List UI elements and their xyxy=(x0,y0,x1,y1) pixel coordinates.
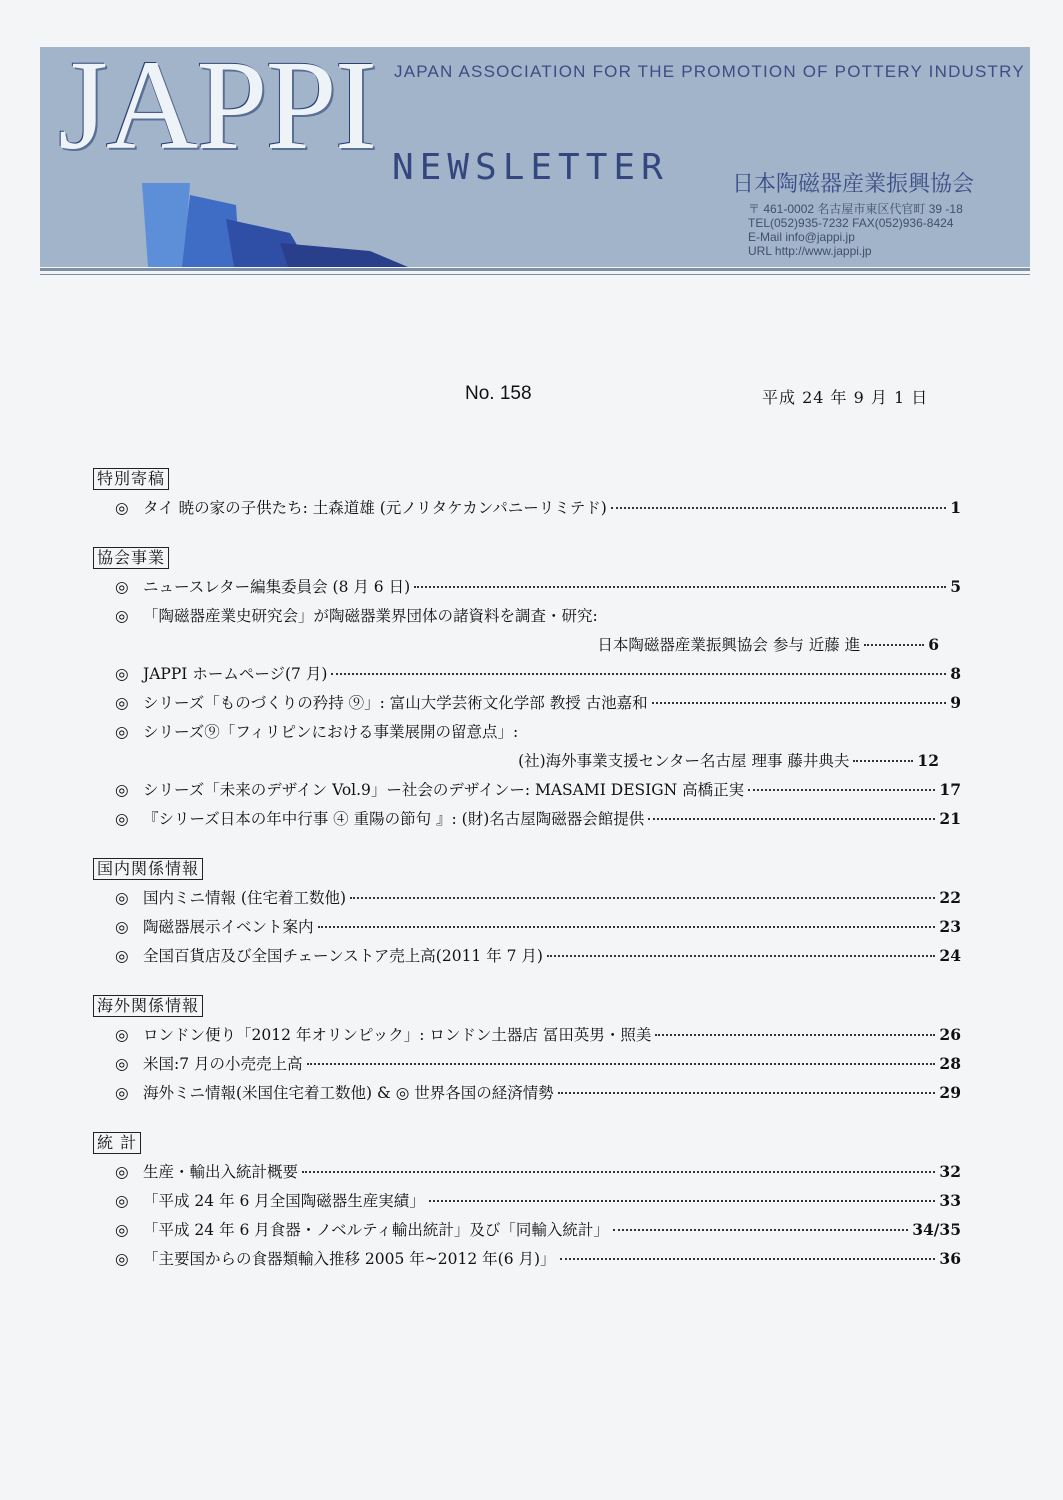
toc-entry[interactable] xyxy=(93,917,961,946)
leader-dots xyxy=(864,644,924,646)
page-number: 5 xyxy=(950,577,961,596)
page-number: 32 xyxy=(939,1162,961,1181)
entry-title: シリーズ「未来のデザイン Vol.9」ー社会のデザインー: MASAMI DESIGN 高橋正実 xyxy=(143,781,745,799)
leader-dots xyxy=(652,702,947,704)
toc-entry[interactable] xyxy=(93,606,961,635)
toc-entry[interactable] xyxy=(93,888,961,917)
bullet-icon: ◎ xyxy=(115,694,129,712)
section-title: 国内関係情報 xyxy=(93,858,203,880)
page-number: 1 xyxy=(950,498,961,517)
leader-dots xyxy=(853,760,913,762)
leader-dots xyxy=(302,1171,935,1173)
entry-title: ロンドン便り「2012 年オリンピック」: ロンドン土器店 冨田英男・照美 xyxy=(143,1026,652,1044)
toc-section xyxy=(93,468,973,527)
bullet-icon: ◎ xyxy=(115,607,129,625)
toc-entry[interactable] xyxy=(93,1162,961,1191)
section-title: 統 計 xyxy=(93,1132,141,1154)
section-title: 海外関係情報 xyxy=(93,995,203,1017)
section-title: 協会事業 xyxy=(93,547,169,569)
toc-entry[interactable] xyxy=(93,1025,961,1054)
tel-fax: TEL(052)935-7232 FAX(052)936-8424 xyxy=(748,216,954,230)
toc-entry[interactable] xyxy=(93,946,961,975)
page-number: 28 xyxy=(939,1054,961,1073)
address: 〒 461-0002 名古屋市東区代官町 39 -18 xyxy=(748,202,963,216)
bullet-icon: ◎ xyxy=(115,578,129,596)
website-url: URL http://www.jappi.jp xyxy=(748,244,872,258)
entry-title: (社)海外事業支援センター名古屋 理事 藤井典夫 xyxy=(518,752,850,770)
bullet-icon: ◎ xyxy=(115,1221,129,1239)
page-number: 29 xyxy=(939,1083,961,1102)
entry-title: 「平成 24 年 6 月食器・ノベルティ輸出統計」及び「同輸入統計」 xyxy=(143,1221,609,1239)
entry-title: 全国百貨店及び全国チェーンストア売上高(2011 年 7 月) xyxy=(143,947,543,965)
bullet-icon: ◎ xyxy=(115,1026,129,1044)
newsletter-title: NEWSLETTER xyxy=(392,147,669,188)
email: E-Mail info@jappi.jp xyxy=(748,230,855,244)
toc-entry[interactable] xyxy=(93,809,961,838)
toc-section xyxy=(93,1132,973,1278)
entry-title: シリーズ⑨「フィリピンにおける事業展開の留意点」: xyxy=(143,723,519,741)
page-number: 12 xyxy=(917,751,939,770)
entry-title: JAPPI ホームページ(7 月) xyxy=(143,665,328,683)
issue-number: No. 158 xyxy=(465,383,532,404)
toc-section xyxy=(93,858,973,975)
entry-title: 「主要国からの食器類輸入推移 2005 年~2012 年(6 月)」 xyxy=(143,1250,556,1268)
masthead-banner xyxy=(40,47,1030,267)
toc-entry[interactable] xyxy=(93,1191,961,1220)
entry-title: 国内ミニ情報 (住宅着工数他) xyxy=(143,889,347,907)
leader-dots xyxy=(648,818,935,820)
bullet-icon: ◎ xyxy=(115,810,129,828)
table-of-contents xyxy=(93,468,973,1298)
leader-dots xyxy=(547,955,935,957)
organization-name-english: JAPAN ASSOCIATION FOR THE PROMOTION OF POTTERY INDUSTRY xyxy=(394,62,1025,81)
entry-title: タイ 暁の家の子供たち: 土森道雄 (元ノリタケカンパニーリミテド) xyxy=(143,499,607,517)
leader-dots xyxy=(307,1063,936,1065)
page-number: 6 xyxy=(928,635,939,654)
bullet-icon: ◎ xyxy=(115,1250,129,1268)
leader-dots xyxy=(655,1034,935,1036)
page-number: 21 xyxy=(939,809,961,828)
toc-entry[interactable] xyxy=(93,577,961,606)
page-number: 17 xyxy=(939,780,961,799)
page-number: 24 xyxy=(939,946,961,965)
page-number: 22 xyxy=(939,888,961,907)
leader-dots xyxy=(350,897,935,899)
leader-dots xyxy=(613,1229,908,1231)
jappi-logo: JAPPI xyxy=(58,47,376,176)
bullet-icon: ◎ xyxy=(115,1192,129,1210)
entry-title: 日本陶磁器産業振興協会 参与 近藤 進 xyxy=(597,636,861,654)
leader-dots xyxy=(611,507,946,509)
toc-entry[interactable] xyxy=(93,498,961,527)
bullet-icon: ◎ xyxy=(115,1084,129,1102)
toc-section xyxy=(93,547,973,838)
entry-title: 米国:7 月の小売売上高 xyxy=(143,1055,303,1073)
page-number: 33 xyxy=(939,1191,961,1210)
section-title: 特別寄稿 xyxy=(93,468,169,490)
toc-entry[interactable] xyxy=(93,751,939,780)
entry-title: 「陶磁器産業史研究会」が陶磁器業界団体の諸資料を調査・研究: xyxy=(143,607,598,625)
leader-dots xyxy=(560,1258,936,1260)
bullet-icon: ◎ xyxy=(115,665,129,683)
toc-entry[interactable] xyxy=(93,1249,961,1278)
pottery-shape-cup xyxy=(142,183,190,267)
toc-entry[interactable] xyxy=(93,664,961,693)
header-divider xyxy=(40,268,1030,271)
page-number: 23 xyxy=(939,917,961,936)
page-number: 8 xyxy=(950,664,961,683)
leader-dots xyxy=(429,1200,936,1202)
toc-entry[interactable] xyxy=(93,780,961,809)
header-divider-thin xyxy=(40,274,1030,275)
toc-entry[interactable] xyxy=(93,1054,961,1083)
bullet-icon: ◎ xyxy=(115,889,129,907)
bullet-icon: ◎ xyxy=(115,1055,129,1073)
bullet-icon: ◎ xyxy=(115,723,129,741)
entry-title: シリーズ「ものづくりの矜持 ⑨」: 富山大学芸術文化学部 教授 古池嘉和 xyxy=(143,694,648,712)
entry-title: 「平成 24 年 6 月全国陶磁器生産実績」 xyxy=(143,1192,425,1210)
leader-dots xyxy=(414,586,946,588)
entry-title: 『シリーズ日本の年中行事 ④ 重陽の節句 』: (財)名古屋陶磁器会館提供 xyxy=(143,810,645,828)
leader-dots xyxy=(748,789,935,791)
page-number: 36 xyxy=(939,1249,961,1268)
contact-info xyxy=(748,202,963,258)
toc-entry[interactable] xyxy=(93,693,961,722)
toc-entry[interactable] xyxy=(93,1083,961,1112)
page-number: 26 xyxy=(939,1025,961,1044)
pottery-shape-plate xyxy=(280,243,408,267)
leader-dots xyxy=(318,926,936,928)
toc-entry[interactable] xyxy=(93,1220,961,1249)
bullet-icon: ◎ xyxy=(115,499,129,517)
page-number: 9 xyxy=(950,693,961,712)
leader-dots xyxy=(331,673,946,675)
bullet-icon: ◎ xyxy=(115,918,129,936)
entry-title: 生産・輸出入統計概要 xyxy=(143,1163,299,1181)
leader-dots xyxy=(558,1092,936,1094)
bullet-icon: ◎ xyxy=(115,1163,129,1181)
entry-title: 海外ミニ情報(米国住宅着工数他) & ◎ 世界各国の経済情勢 xyxy=(143,1084,554,1102)
issue-date: 平成 24 年 9 月 1 日 xyxy=(762,388,929,407)
toc-entry[interactable] xyxy=(93,635,939,664)
bullet-icon: ◎ xyxy=(115,947,129,965)
toc-section xyxy=(93,995,973,1112)
entry-title: ニュースレター編集委員会 (8 月 6 日) xyxy=(143,578,411,596)
toc-entry[interactable] xyxy=(93,722,961,751)
bullet-icon: ◎ xyxy=(115,781,129,799)
organization-name-japanese: 日本陶磁器産業振興協会 xyxy=(732,172,975,197)
entry-title: 陶磁器展示イベント案内 xyxy=(143,918,314,936)
page-number: 34/35 xyxy=(912,1220,961,1239)
